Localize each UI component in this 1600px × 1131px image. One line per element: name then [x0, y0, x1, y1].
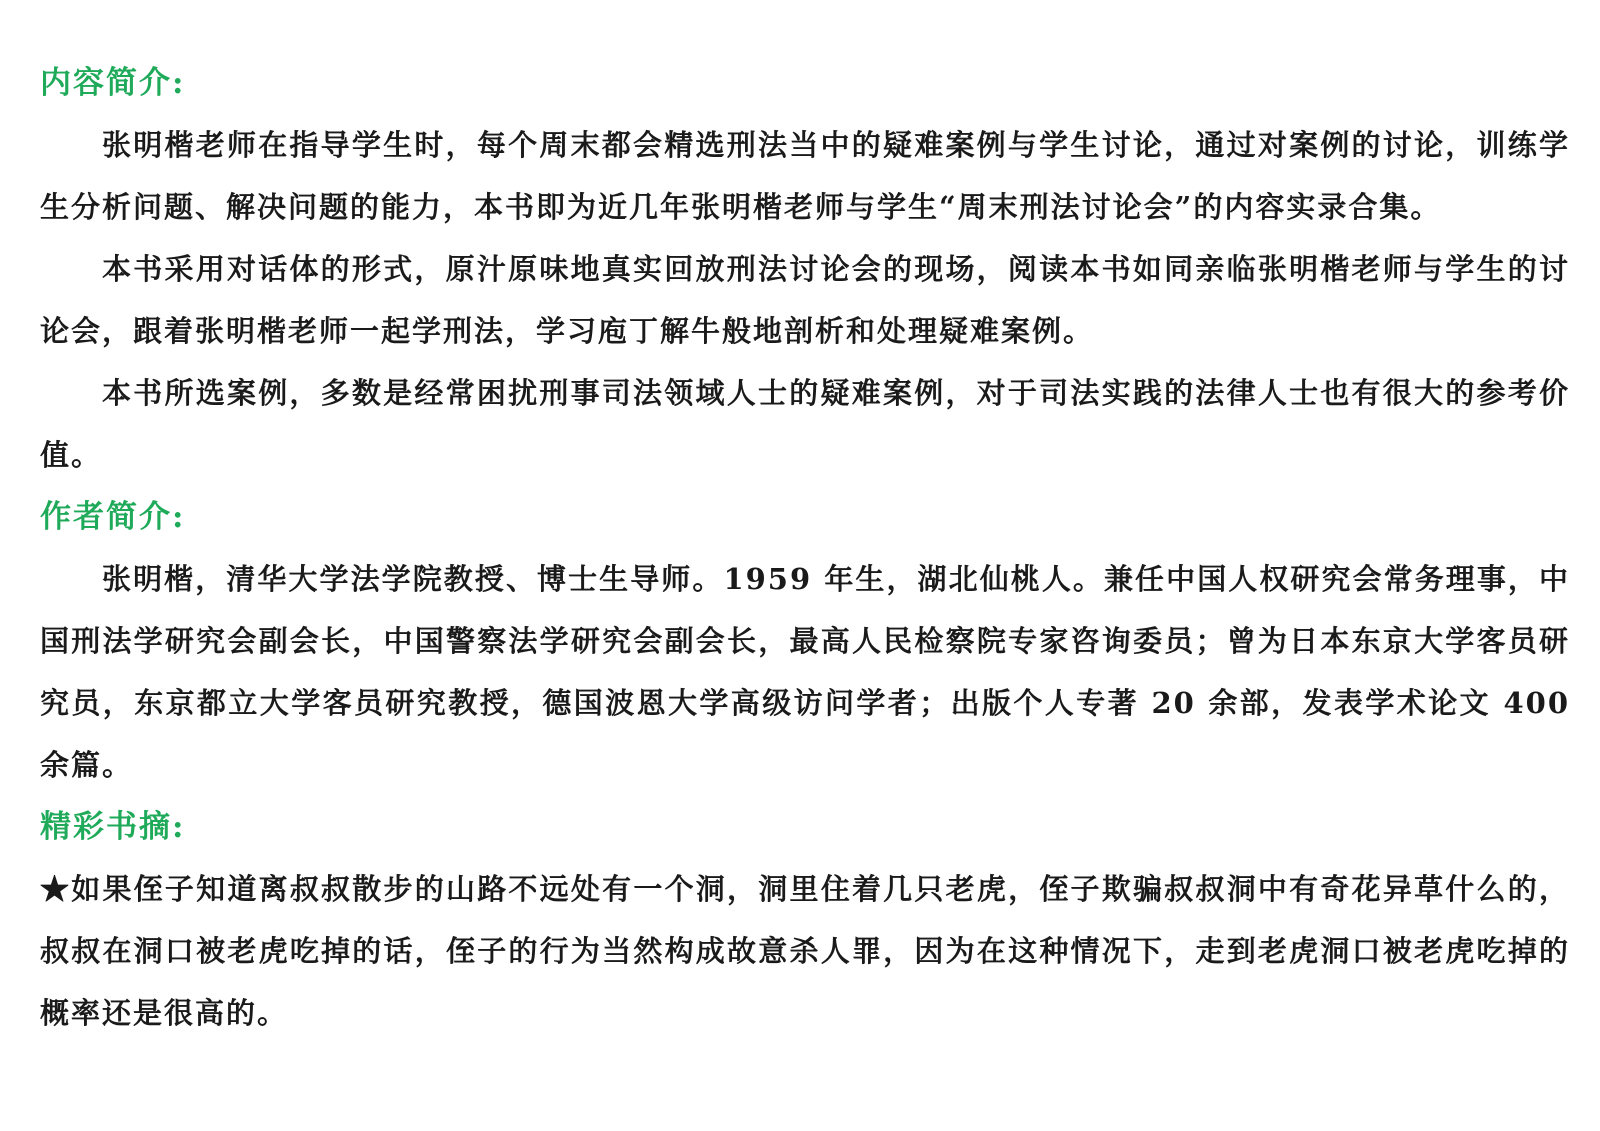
- paragraph: 张明楷老师在指导学生时，每个周末都会精选刑法当中的疑难案例与学生讨论，通过对案例的讨论，训练学生分析问题、解决问题的能力，本书即为近几年张明楷老师与学生“周末刑法讨论会”的内容实录合集。: [40, 128, 1570, 224]
- section-book-excerpt: [40, 796, 1570, 1044]
- section-author-intro: [40, 486, 1570, 796]
- section-title-author-intro: 作者简介:: [40, 499, 186, 535]
- section-title-content-summary: 内容简介:: [40, 65, 186, 101]
- document-page: [40, 52, 1570, 1044]
- section-content-summary: [40, 52, 1570, 486]
- paragraph: ★如果侄子知道离叔叔散步的山路不远处有一个洞，洞里住着几只老虎，侄子欺骗叔叔洞中有奇花异草什么的，叔叔在洞口被老虎吃掉的话，侄子的行为当然构成故意杀人罪，因为在这种情况下，走到老虎洞口被老虎吃掉的概率还是很高的。: [40, 872, 1570, 1030]
- section-title-book-excerpt: 精彩书摘:: [40, 809, 186, 845]
- paragraph: 张明楷，清华大学法学院教授、博士生导师。1959 年生，湖北仙桃人。兼任中国人权研究会常务理事，中国刑法学研究会副会长，中国警察法学研究会副会长，最高人民检察院专家咨询委员；曾为日本东京大学客员研究员，东京都立大学客员研究教授，德国波恩大学高级访问学者；出版个人专著 20 余部，发表学术论文 400 余篇。: [40, 562, 1570, 782]
- paragraph: 本书所选案例，多数是经常困扰刑事司法领域人士的疑难案例，对于司法实践的法律人士也有很大的参考价值。: [40, 376, 1570, 472]
- paragraph: 本书采用对话体的形式，原汁原味地真实回放刑法讨论会的现场，阅读本书如同亲临张明楷老师与学生的讨论会，跟着张明楷老师一起学刑法，学习庖丁解牛般地剖析和处理疑难案例。: [40, 252, 1570, 348]
